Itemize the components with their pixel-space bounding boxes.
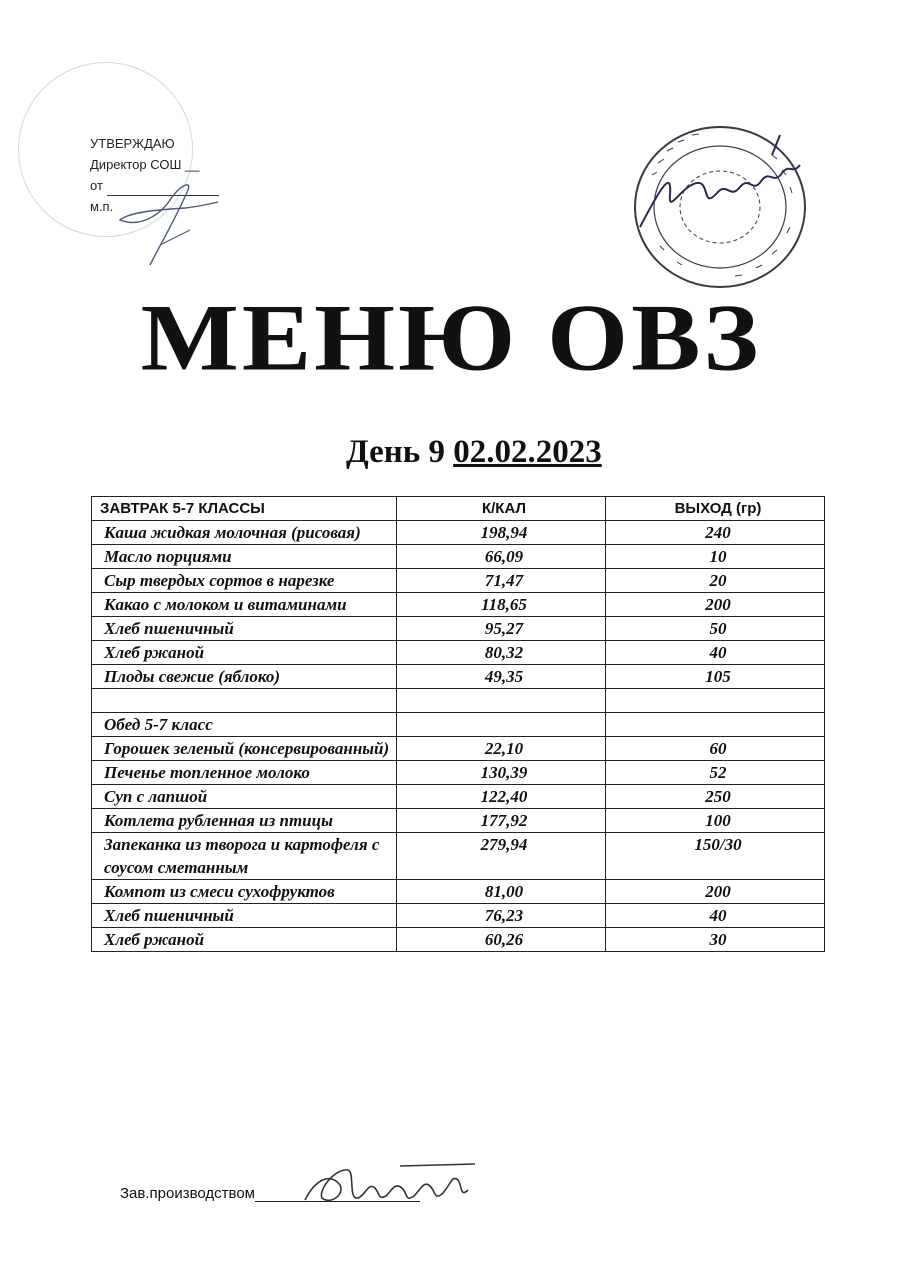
approval-seal-label: м.п.: [90, 199, 114, 214]
blank-cell: [606, 689, 825, 713]
dish-name: Суп с лапшой: [92, 785, 397, 809]
table-row: [92, 641, 825, 665]
dish-name: Сыр твердых сортов в нарезке: [92, 569, 397, 593]
dish-kcal: 66,09: [397, 545, 606, 569]
table-row: [92, 809, 825, 833]
dish-kcal: 177,92: [397, 809, 606, 833]
table-row: [92, 928, 825, 952]
day-label: День 9: [346, 434, 445, 470]
dish-weight: 60: [606, 737, 825, 761]
dish-name: Хлеб пшеничный: [92, 904, 397, 928]
dish-kcal: 118,65: [397, 593, 606, 617]
dish-name: Горошек зеленый (консервированный): [92, 737, 397, 761]
table-row: [92, 569, 825, 593]
dish-name: Какао с молоком и витаминами: [92, 593, 397, 617]
dish-weight: 40: [606, 904, 825, 928]
approval-from-label: от: [90, 178, 103, 193]
table-header-row: [92, 497, 825, 521]
header-weight: ВЫХОД (гр): [606, 497, 825, 521]
dish-kcal: 71,47: [397, 569, 606, 593]
dish-weight: 150/30: [606, 833, 825, 880]
dish-name: Котлета рубленная из птицы: [92, 809, 397, 833]
table-row: [92, 593, 825, 617]
school-seal: [622, 115, 812, 290]
approval-director: Директор СОШ __: [90, 157, 200, 172]
dish-weight: 250: [606, 785, 825, 809]
dish-weight: 100: [606, 809, 825, 833]
blank-cell: [397, 713, 606, 737]
dish-weight: 10: [606, 545, 825, 569]
dish-weight: 30: [606, 928, 825, 952]
lunch-header: Обед 5-7 класс: [92, 713, 397, 737]
dish-name: Запеканка из творога и картофеля с соусом сметанным: [92, 833, 397, 880]
dish-kcal: 49,35: [397, 665, 606, 689]
dish-name: Плоды свежие (яблоко): [92, 665, 397, 689]
dish-kcal: 80,32: [397, 641, 606, 665]
approval-title: УТВЕРЖДАЮ: [90, 136, 175, 151]
table-row: [92, 880, 825, 904]
table-row: [92, 737, 825, 761]
table-row: [92, 833, 825, 880]
dish-weight: 240: [606, 521, 825, 545]
dish-name: Компот из смеси сухофруктов: [92, 880, 397, 904]
table-row: [92, 904, 825, 928]
dish-kcal: 130,39: [397, 761, 606, 785]
menu-title: МЕНЮ ОВЗ: [140, 284, 762, 391]
day-heading: [346, 434, 602, 471]
blank-cell: [92, 689, 397, 713]
dish-weight: 200: [606, 880, 825, 904]
dish-name: Хлеб ржаной: [92, 928, 397, 952]
dish-kcal: 60,26: [397, 928, 606, 952]
header-meal: ЗАВТРАК 5-7 КЛАССЫ: [92, 497, 397, 521]
dish-kcal: 76,23: [397, 904, 606, 928]
director-signature: [100, 150, 230, 270]
dish-weight: 40: [606, 641, 825, 665]
dish-weight: 200: [606, 593, 825, 617]
dish-weight: 52: [606, 761, 825, 785]
header-kcal: К/КАЛ: [397, 497, 606, 521]
table-row: [92, 521, 825, 545]
dish-weight: 20: [606, 569, 825, 593]
dish-name: Печенье топленное молоко: [92, 761, 397, 785]
table-row: [92, 665, 825, 689]
table-row: [92, 785, 825, 809]
table-row: [92, 617, 825, 641]
table-blank-row: [92, 689, 825, 713]
dish-name: Масло порциями: [92, 545, 397, 569]
dish-weight: 50: [606, 617, 825, 641]
production-manager-signature: [300, 1160, 480, 1215]
dish-name: Хлеб ржаной: [92, 641, 397, 665]
dish-kcal: 81,00: [397, 880, 606, 904]
dish-kcal: 198,94: [397, 521, 606, 545]
dish-kcal: 95,27: [397, 617, 606, 641]
day-date: 02.02.2023: [453, 434, 602, 470]
table-row: [92, 545, 825, 569]
menu-table: [91, 496, 825, 952]
blank-cell: [397, 689, 606, 713]
dish-kcal: 22,10: [397, 737, 606, 761]
dish-name: Хлеб пшеничный: [92, 617, 397, 641]
table-row: [92, 761, 825, 785]
dish-kcal: 279,94: [397, 833, 606, 880]
dish-kcal: 122,40: [397, 785, 606, 809]
dish-name: Каша жидкая молочная (рисовая): [92, 521, 397, 545]
lunch-header-row: [92, 713, 825, 737]
blank-cell: [606, 713, 825, 737]
footer-label: Зав.производством: [120, 1185, 255, 1202]
dish-weight: 105: [606, 665, 825, 689]
